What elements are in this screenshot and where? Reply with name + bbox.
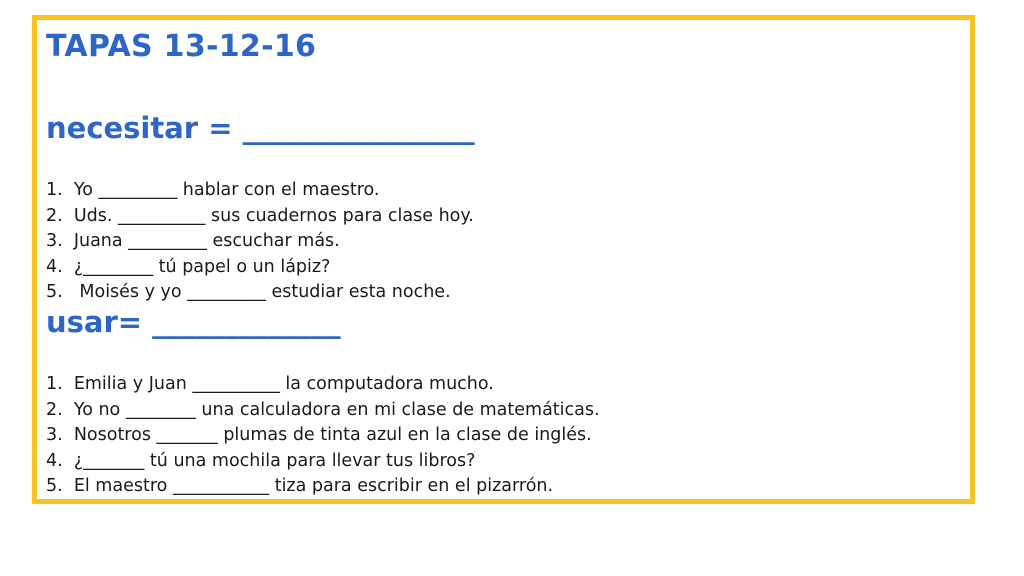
verb-heading-necesitar: necesitar = ________________ xyxy=(46,111,475,145)
list-item: 5. El maestro ___________ tiza para escribir en el pizarrón. xyxy=(46,476,554,496)
sentence-list-usar xyxy=(46,372,600,500)
list-item: 4. ¿________ tú papel o un lápiz? xyxy=(46,256,331,277)
verb-heading-usar: usar= _____________ xyxy=(46,305,341,339)
list-item: 2. Yo no ________ una calculadora en mi clase de matemáticas. xyxy=(46,399,600,420)
page-title: TAPAS 13-12-16 xyxy=(46,29,317,64)
list-item: 4. ¿_______ tú una mochila para llevar tus libros? xyxy=(46,450,476,471)
sentence-list-necesitar xyxy=(46,178,474,306)
list-item: 3. Nosotros _______ plumas de tinta azul en la clase de inglés. xyxy=(46,425,592,445)
list-item: 1. Yo _________ hablar con el maestro. xyxy=(46,180,380,200)
content-frame xyxy=(32,15,975,504)
list-item: 1. Emilia y Juan __________ la computadora mucho. xyxy=(46,374,494,394)
list-item: 3. Juana _________ escuchar más. xyxy=(46,231,340,251)
list-item: 2. Uds. __________ sus cuadernos para clase hoy. xyxy=(46,205,474,226)
list-item: 5. Moisés y yo _________ estudiar esta noche. xyxy=(46,282,451,302)
